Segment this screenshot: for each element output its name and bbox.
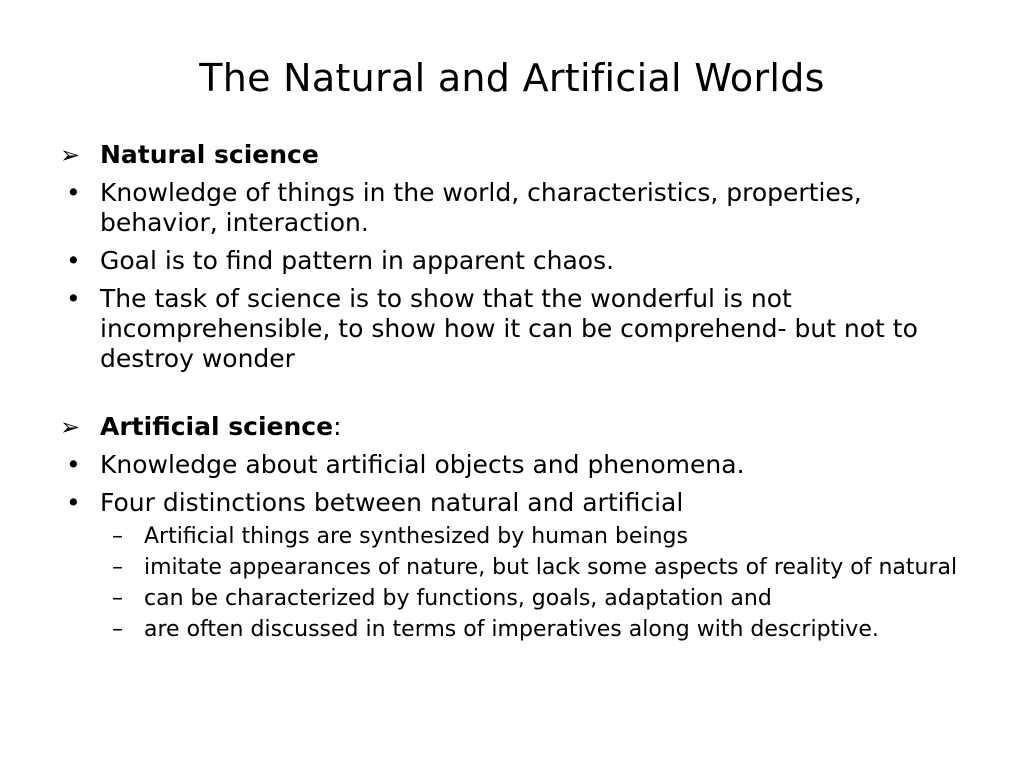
- slide-title: The Natural and Artificial Worlds: [199, 56, 825, 100]
- arrow-bullet-icon: ➢: [60, 141, 81, 169]
- section-heading-natural-science: [60, 140, 970, 170]
- sub-item-text: imitate appearances of nature, but lack some aspects of reality of natural: [144, 555, 958, 580]
- sub-item: [60, 586, 970, 611]
- dash-bullet-icon: –: [112, 555, 123, 580]
- bullet-item: [60, 178, 970, 238]
- arrow-bullet-icon: ➢: [60, 413, 81, 441]
- bullet-item: [60, 284, 970, 374]
- sub-item-text: Artificial things are synthesized by human beings: [144, 524, 688, 549]
- slide-content: [60, 140, 970, 642]
- bullet-dot-icon: •: [66, 178, 81, 207]
- bullet-text: Four distinctions between natural and artificial: [100, 488, 684, 517]
- bullet-item: [60, 488, 970, 518]
- section-heading-artificial-science: [60, 412, 970, 442]
- bullet-item: [60, 450, 970, 480]
- section-heading-text: Artificial science: [100, 412, 334, 441]
- bullet-dot-icon: •: [66, 246, 81, 275]
- bullet-text: Knowledge of things in the world, characteristics, properties, behavior, interaction.: [100, 178, 862, 237]
- dash-bullet-icon: –: [112, 524, 123, 549]
- sub-item: [60, 524, 970, 549]
- section-heading-suffix: :: [333, 412, 342, 441]
- section-heading-text: Natural science: [100, 140, 319, 169]
- bullet-text: The task of science is to show that the wonderful is not incomprehensible, to show how it can be comprehend- but not to destroy wonder: [100, 284, 918, 373]
- bullet-text: Knowledge about artificial objects and phenomena.: [100, 450, 745, 479]
- bullet-dot-icon: •: [66, 488, 81, 517]
- dash-bullet-icon: –: [112, 586, 123, 611]
- sub-item: [60, 555, 970, 580]
- bullet-dot-icon: •: [66, 450, 81, 479]
- sub-item-text: can be characterized by functions, goals, adaptation and: [144, 586, 772, 611]
- dash-bullet-icon: –: [112, 617, 123, 642]
- sub-item: [60, 617, 970, 642]
- sub-item-text: are often discussed in terms of imperatives along with descriptive.: [144, 617, 879, 642]
- bullet-item: [60, 246, 970, 276]
- bullet-text: Goal is to find pattern in apparent chaos.: [100, 246, 615, 275]
- bullet-dot-icon: •: [66, 284, 81, 313]
